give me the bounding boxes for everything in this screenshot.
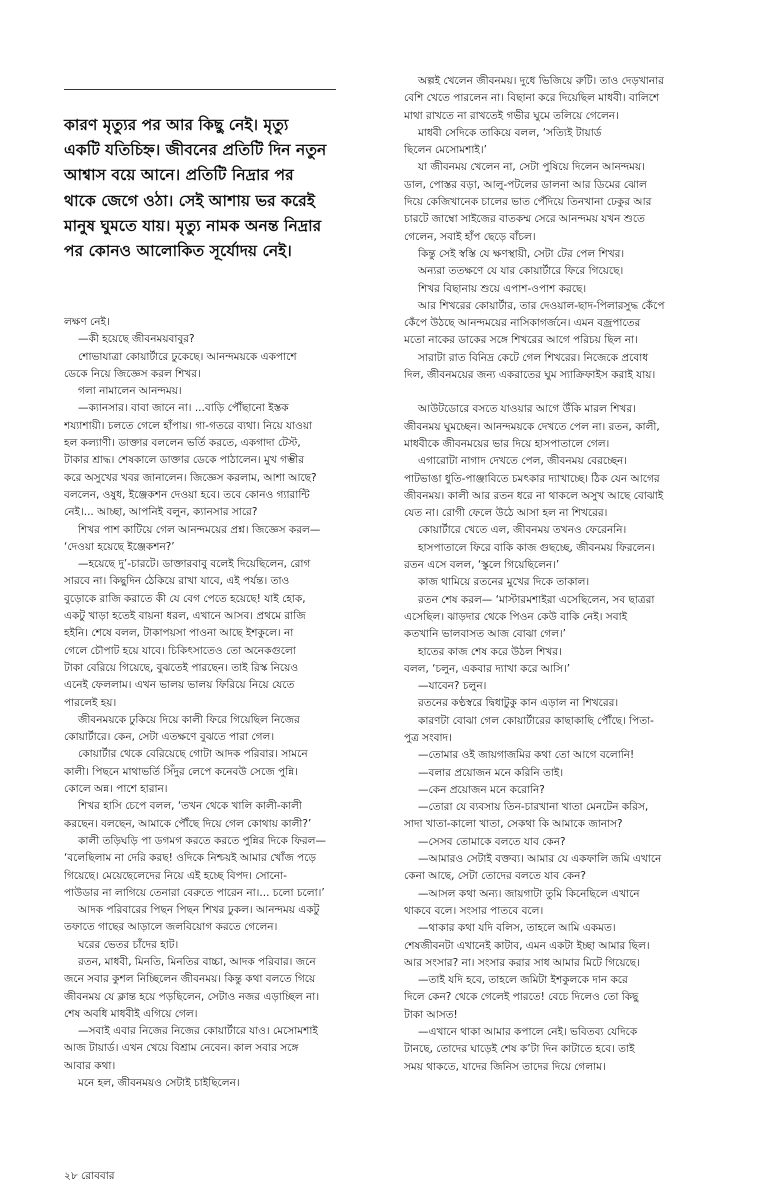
text-line: অন্যরা ততক্ষণে যে যার কোয়ার্টারে ফিরে গিয়েছে। (418, 265, 624, 278)
text-line: করছেন। বলছেন, আমাকে পৌঁছে দিয়ে গেল কোথায় কালী?’ (64, 817, 312, 830)
text-line: শয্যাশায়ী। চলতে গেলে হাঁপায়। গা-গতরে ব্যথা। নিয়ে যাওয়া (64, 419, 313, 432)
text-line: মাধবী সেদিকে তাকিয়ে বলল, ‘সত্যিই টায়ার্ড (418, 126, 602, 139)
pull-quote-line: আশ্বাস বয়ে আনে। প্রতিটি নিদ্রার পর (64, 166, 294, 185)
text-line: যেত না। রোগী ফেলে উঠে আসা হল না শিখরের। (404, 507, 608, 520)
text-line: অল্পই খেলেন জীবনময়। দুধে ভিজিয়ে রুটি। তাও দেড়খানার (418, 75, 664, 87)
pull-quote-line: একটি যতিচিহ্ন। জীবনের প্রতিটি দিন নতুন (64, 141, 327, 160)
header-rule (64, 89, 336, 90)
text-line: আদক পরিবারের পিছন পিছন শিখর ঢুকল। আনন্দময় একটু (78, 904, 320, 917)
text-line: টাকা বেরিয়ে গিয়েছে, বুঝতেই পারছেন। তাই রিস্ক নিয়েও (64, 661, 299, 674)
text-line: ডাল, পোস্তর বড়া, আলু-পটলের ডালনা আর ডিমের ঝোল (404, 178, 647, 191)
text-line: এগারোটা নাগাদ দেখতে পেল, জীবনময় বেরচ্ছেন। (418, 455, 628, 468)
text-line: ছিলেন মেসোমশাই।’ (404, 144, 487, 157)
text-line: —তোরা যে ব্যবসায় তিন-চারখানা খাতা মেনটেন করিস, (418, 801, 649, 814)
text-line: সাদা খাতা-কালো খাতা, সেকথা কি আমাকে জানাস? (404, 818, 623, 831)
text-line: বেশি খেতে পারলেন না। বিছানা করে দিয়েছিল মাধবী। বালিশে (404, 92, 660, 105)
text-line: শোভাযাত্রা কোয়ার্টারে ঢুকেছে। আনন্দময়কে একপাশে (78, 350, 297, 363)
text-line: কতখানি ভালবাসত আজ বোঝা গেল।’ (404, 628, 567, 641)
text-line: কোয়ার্টার থেকে বেরিয়েছে গোটা আদক পরিবার। সামনে (78, 748, 308, 761)
text-line: এসেছিল। ঝাড়দার থেকে পিওন কেউ বাকি নেই। সবাই (404, 610, 628, 623)
text-line: আউটডোরে বসতে যাওয়ার আগে উঁকি মারল শিখর। (418, 403, 636, 416)
text-line: সারাটা রাত বিনিদ্র কেটে গেল শিখরের। নিজেকে প্রবোধ (418, 351, 649, 364)
text-line: দিলে কেন? থেকে গেলেই পারতে! বেচে দিলেও তো কিছু (404, 991, 639, 1004)
pull-quote-line: মানুষ ঘুমতে যায়। মৃত্যু নামক অনন্ত নিদ্রার (64, 216, 322, 235)
text-line: পুত্র সংবাদ। (404, 731, 452, 744)
magazine-name: রোববার (80, 1170, 115, 1182)
text-line: —ক্যানসার। বাবা জানে না। ...বাড়ি পৌঁছানো ইস্তক (78, 402, 289, 415)
text-line: নেই।... আচ্ছা, আপনিই বলুন, ক্যানসার সারে? (64, 506, 258, 519)
section-break (404, 384, 730, 401)
text-line: শিখর হাসি চেপে বলল, ‘তখন থেকে খালি কালী-কালী (78, 800, 302, 813)
text-line: জীবনময়কে ঢুকিয়ে দিয়ে কালী ফিরে গিয়েছিল নিজের (78, 713, 300, 726)
text-line: ‘বলেছিলাম না দেরি করছ! ওদিকে নিশ্চয়ই আমার খোঁজ পড়ে (64, 852, 316, 865)
text-line: —কেন প্রয়োজন মনে করোনি? (418, 783, 545, 796)
text-line: —এখানে থাকা আমার কপালে নেই। ভবিতব্য যেদিকে (418, 1026, 638, 1039)
text-line: কিন্তু সেই স্বস্তি যে ক্ষণস্থায়ী, সেটা টের পেল শিখর। (418, 247, 625, 260)
text-line: রতন শেষ করল— ‘মাস্টারমশাইরা এসেছিলেন, সব ছাত্ররা (418, 593, 655, 606)
text-line: কোয়ার্টারে খেতে এল, জীবনময় তখনও ফেরেননি। (418, 524, 627, 537)
text-line: কারণটা বোঝা গেল কোয়ার্টারের কাছাকাছি পৌঁছে। পিতা- (418, 714, 654, 727)
text-line: হল কল্যাণী। ডাক্তার বললেন ভর্তি করতে, একগাদা টেস্ট, (64, 437, 301, 450)
text-line: সময় থাকতে, যাদের জিনিস তাদের দিয়ে গেলাম। (404, 1060, 606, 1073)
left-column (64, 314, 384, 1092)
text-line: সারবে না। কিছুদিন ঠেকিয়ে রাখা যাবে, এই পর্যন্ত। তাও (64, 575, 290, 588)
page-number: ২৮ (64, 1170, 78, 1182)
text-line: এনেই ফেললাম। এখন ভালয় ভালয় ফিরিয়ে নিয়ে যেতে (64, 679, 295, 692)
text-line: থাকবে বলে। সংসার পাতবে বলে। (404, 904, 544, 917)
text-line: যা জীবনময় খেলেন না, সেটা পুষিয়ে দিলেন আনন্দময়। (418, 161, 645, 174)
text-line: —যাবেন? চলুন। (418, 680, 487, 693)
text-line: —সেসব তোমাকে বলতে যাব কেন? (418, 835, 566, 848)
text-line: —সবাই এবার নিজের নিজের কোয়ার্টারে যাও। মেসোমশাই (78, 1025, 318, 1038)
text-line: বুড়োকে রাজি করাতে কী যে বেগ পেতে হয়েছে! যাই হোক, (64, 592, 306, 605)
text-line: একটু খাড়া হতেই বায়না ধরল, এখানে আসব। প্রথমে রাজি (64, 610, 306, 623)
text-line: শেষজীবনটা এখানেই কাটাব, এমন একটা ইচ্ছা আমার ছিল। (404, 939, 650, 952)
text-line: টাকা আসত! (404, 1008, 458, 1021)
pull-quote-line: কারণ মৃত্যুর পর আর কিছু নেই। মৃত্যু (64, 116, 289, 134)
text-line: পাটভাঙা ধুতি-পাঞ্জাবিতে চমৎকার দ্যাখাচ্ছে। ঠিক যেন আগের (404, 472, 660, 485)
text-line: কালী তড়িঘড়ি পা ডগমগ করতে করতে পুন্নির দিকে ফিরল— (78, 834, 326, 847)
text-line: হাতের কাজ শেষ করে উঠল শিখর। (418, 645, 562, 658)
text-line: জীবনময় যে ক্লান্ত হয়ে পড়ছিলেন, সেটাও নজর এড়াচ্ছিল না। (64, 990, 320, 1003)
text-line: কেঁপে উঠছে আনন্দময়ের নাসিকাগর্জনে। এমন বজ্রপাতের (404, 317, 641, 330)
text-line: শেষ অবধি মাধবীই এগিয়ে গেল। (64, 1007, 198, 1020)
text-line: গেলেন, সবাই হাঁপ ছেড়ে বাঁচল। (404, 230, 536, 243)
text-line: জীবনময়। কালী আর রতন ধরে না থাকলে অসুখ আছে বোঝাই (404, 489, 664, 502)
text-line: —তোমার ওই জায়গাজমির কথা তো আগে বলোনি! (418, 749, 635, 762)
text-line: লক্ষণ নেই। (64, 316, 110, 328)
text-line: তফাতে গাছের আড়ালে জলবিয়োগ করতে গেলেন। (64, 921, 278, 934)
text-line: —আসল কথা অন্য। জায়গাটা তুমি কিনেছিলে এখানে (418, 887, 640, 900)
text-line: বলল, ‘চলুন, একবার দ্যাখা করে আসি।’ (404, 662, 571, 675)
pull-quote-line: পর কোনও আলোকিত সূর্যোদয় নেই। (64, 242, 292, 261)
text-line: মনে হল, জীবনময়ও সেটাই চাইছিলেন। (78, 1077, 240, 1090)
text-line: কালী। পিছনে মাথাভর্তি সিঁদুর লেপে কনেবউ সেজে পুন্নি। (64, 765, 298, 778)
text-line: বললেন, ওষুধ, ইঞ্জেকশন দেওয়া হবে। তবে কোনও গ্যারান্টি (64, 488, 310, 501)
text-line: আজ টায়ার্ড। এখন খেয়ে বিশ্রাম নেবেন। কাল সবার সঙ্গে (64, 1042, 299, 1055)
text-line: টানছে, তোদের ঘাড়েই শেষ ক’টা দিন কাটাতে হবে। তাই (404, 1043, 635, 1056)
text-line: হাসপাতালে ফিরে বাকি কাজ গুছচ্ছে, জীবনময় ফিরলেন। (418, 541, 655, 554)
text-line: কোলে অন্ন। পাশে হারান। (64, 783, 168, 796)
pull-quote-line: থাকে জেগে ওঠা। সেই আশায় ভর করেই (64, 191, 315, 210)
text-line: গেলে চৌপাট হয়ে যাবে। চিকিৎসাতেও তো অনেকগুলো (64, 644, 296, 657)
text-line: হইনি। শেষে বলল, টাকাপয়সা পাওনা আছে ইশকুলে। না (64, 627, 294, 640)
text-line: জীবনময় ঘুমচ্ছেন। আনন্দময়কে দেখতে পেল না। রতন, কালী, (404, 420, 660, 433)
text-line: চারটে জাম্বো সাইজের বাতকম্ম সেরে আনন্দময় যখন শুতে (404, 213, 645, 226)
text-line: —বলার প্রয়োজন মনে করিনি তাই। (418, 766, 564, 779)
text-line: কেনা আছে, সেটা তোদের বলতে যাব কেন? (404, 870, 586, 883)
text-line: করে অসুখের খবর জানালেন। জিজ্ঞেস করলাম, আশা আছে? (64, 471, 317, 484)
text-line: জনে সবার কুশল নিচ্ছিলেন জীবনময়। কিন্তু কথা বলতে গিয়ে (64, 973, 316, 986)
text-line: দিল, জীবনময়ের জন্য একরাতের ঘুম স্যাক্রিফাইস করাই যায়। (404, 369, 656, 382)
text-line: —আমারও সেটাই বক্তব্য। আমার যে একফালি জমি এখানে (418, 853, 662, 866)
text-line: কাজ থামিয়ে রতনের মুখের দিকে তাকাল। (418, 576, 590, 589)
text-line: মাধবীকে জীবনময়ের ভার দিয়ে হাসপাতালে গেল। (404, 437, 610, 450)
text-line: মাথা রাখতে না রাখতেই গভীর ঘুমে তলিয়ে গেলেন। (404, 109, 619, 122)
text-line: মতো নাকের ডাকের সঙ্গে শিখরের আগে পরিচয় ছিল না। (404, 334, 638, 347)
text-line: —থাকার কথা যদি বলিস, তাহলে আমি একমত। (418, 922, 616, 935)
text-line: ‘দেওয়া হয়েছে ইঞ্জেকশন?’ (64, 540, 175, 553)
text-line: গিয়েছে। মেয়েছেলেদের নিয়ে এই হচ্ছে বিপদ। সোনো- (64, 869, 287, 882)
text-line: আবার কথা। (64, 1059, 116, 1072)
text-line: শিখর বিছানায় শুয়ে এপাশ-ওপাশ করছে। (418, 282, 587, 295)
text-line: —হয়েছে দু’-চারটে। ডাক্তারবাবু বলেই দিয়েছিলেন, রোগ (78, 558, 311, 571)
text-line: —কী হয়েছে জীবনময়বাবুর? (78, 333, 195, 346)
page-footer (64, 1169, 115, 1186)
text-line: ঘরের ভেতর চাঁদের হাট। (78, 938, 179, 951)
text-line: দিয়ে কেজিখানেক চালের ভাত পেঁদিয়ে তিনখানা ঢেকুর আর (404, 196, 652, 209)
text-line: ডেকে নিয়ে জিজ্ঞেস করল শিখর। (64, 367, 201, 380)
text-line: —তাই যদি হবে, তাহলে জমিটা ইশকুলকে দান করে (418, 974, 628, 987)
text-line: কোয়ার্টারে। কেন, সেটা এতক্ষণে বুঝতে পারা গেল। (64, 731, 275, 744)
pull-quote (64, 113, 380, 264)
text-line: পারলেই হয়। (64, 696, 117, 709)
text-line: রতন, মাধবী, মিনতি, মিনতির বাচ্চা, আদক পরিবার। জনে (78, 955, 316, 968)
right-column (404, 73, 730, 1076)
text-line: শিখর পাশ কাটিয়ে গেল আনন্দময়ের প্রশ্ন। জিজ্ঞেস করল— (78, 523, 321, 536)
text-line: রতন এসে বলল, ‘স্কুলে গিয়েছিলেন।’ (404, 559, 560, 572)
text-line: পাউডার না লাগিয়ে তেনারা বেরুতে পারেন না।... চলো চলো।’ (64, 886, 325, 899)
text-line: টাকার শ্রাদ্ধ। শেষকালে ডাক্তার ডেকে পাঠালেন। মুখ গম্ভীর (64, 454, 305, 467)
text-line: রতনের কণ্ঠস্বরে দ্বিধাটুকু কান এড়াল না শিখরের। (418, 697, 619, 710)
text-line: আর শিখরের কোয়ার্টার, তার দেওয়াল-ছাদ-পিলারসুদ্ধ কেঁপে (418, 299, 665, 312)
text-line: আর সংসার? না। সংসার করার সাধ আমার মিটে গিয়েছে। (404, 956, 640, 969)
text-line: গলা নামালেন আনন্দময়। (78, 385, 182, 398)
